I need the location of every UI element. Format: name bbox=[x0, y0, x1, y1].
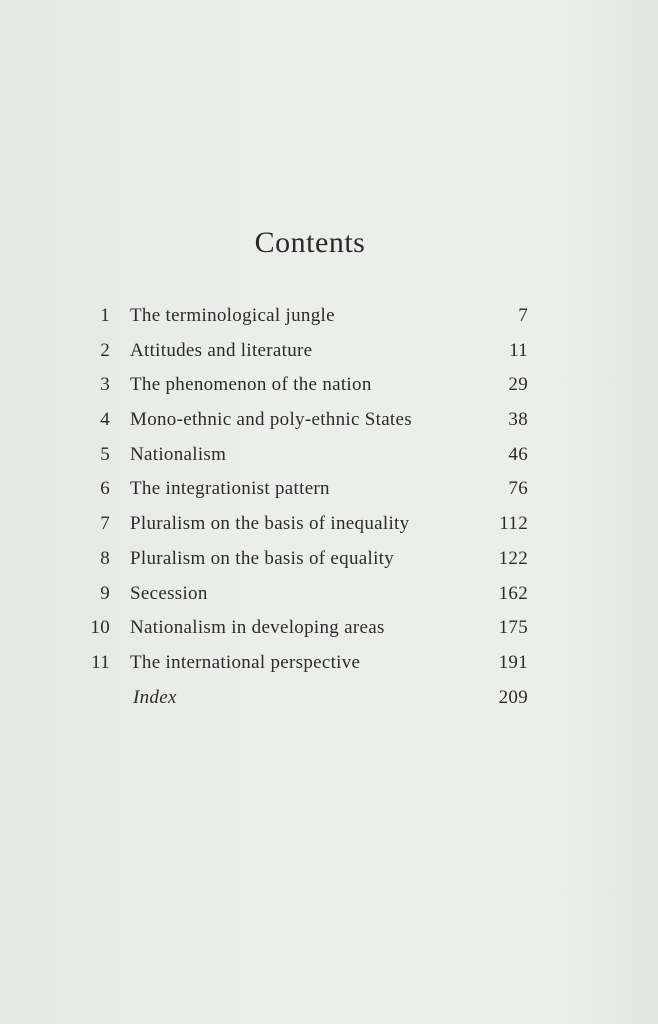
chapter-number: 2 bbox=[100, 339, 110, 361]
chapter-title: Nationalism bbox=[130, 443, 227, 465]
chapter-title: The phenomenon of the nation bbox=[130, 374, 372, 396]
chapter-title: Pluralism on the basis of inequality bbox=[130, 513, 410, 535]
page-number: 38 bbox=[508, 409, 528, 431]
chapter-title: The terminological jungle bbox=[130, 305, 335, 326]
chapter-number: 5 bbox=[100, 443, 110, 465]
chapter-number: 11 bbox=[91, 651, 110, 673]
chapter-title: Nationalism in developing areas bbox=[130, 617, 385, 639]
page-number: 46 bbox=[508, 443, 528, 465]
chapter-title: Secession bbox=[130, 582, 208, 604]
page-number: 209 bbox=[498, 686, 528, 708]
page-number: 122 bbox=[498, 547, 528, 569]
chapter-number: 10 bbox=[90, 617, 110, 639]
chapter-title: The international perspective bbox=[130, 651, 361, 673]
page-number: 29 bbox=[508, 374, 528, 396]
page-number: 76 bbox=[508, 478, 528, 500]
toc-entry bbox=[84, 301, 534, 336]
toc-entry bbox=[84, 440, 534, 475]
chapter-number: 3 bbox=[100, 374, 110, 396]
page-number: 112 bbox=[499, 513, 528, 535]
chapter-number: 4 bbox=[100, 409, 110, 431]
page-number: 7 bbox=[518, 305, 528, 326]
chapter-number: 7 bbox=[100, 513, 110, 535]
chapter-title: Pluralism on the basis of equality bbox=[130, 547, 395, 569]
toc-entry bbox=[84, 544, 534, 579]
page-number: 175 bbox=[498, 617, 528, 639]
table-of-contents bbox=[84, 301, 534, 717]
chapter-title: Attitudes and literature bbox=[130, 339, 313, 361]
chapter-number: 6 bbox=[100, 478, 110, 500]
page-number: 191 bbox=[498, 651, 528, 673]
toc-entry bbox=[84, 648, 534, 683]
toc-entry bbox=[84, 405, 534, 440]
chapter-title: The integrationist pattern bbox=[130, 478, 330, 500]
toc-entry-index bbox=[84, 683, 534, 718]
chapter-number: 8 bbox=[100, 547, 110, 569]
toc-entry bbox=[84, 613, 534, 648]
chapter-title: Mono-ethnic and poly-ethnic States bbox=[130, 409, 412, 431]
page-number: 11 bbox=[509, 339, 528, 361]
index-title: Index bbox=[133, 686, 177, 708]
toc-entry bbox=[84, 579, 534, 614]
toc-entry bbox=[84, 509, 534, 544]
toc-entry bbox=[84, 370, 534, 405]
toc-entry bbox=[84, 336, 534, 371]
page-title: Contents bbox=[254, 226, 366, 259]
toc-entry bbox=[84, 474, 534, 509]
chapter-number: 1 bbox=[100, 305, 110, 326]
chapter-number: 9 bbox=[100, 582, 110, 604]
page-number: 162 bbox=[498, 582, 528, 604]
